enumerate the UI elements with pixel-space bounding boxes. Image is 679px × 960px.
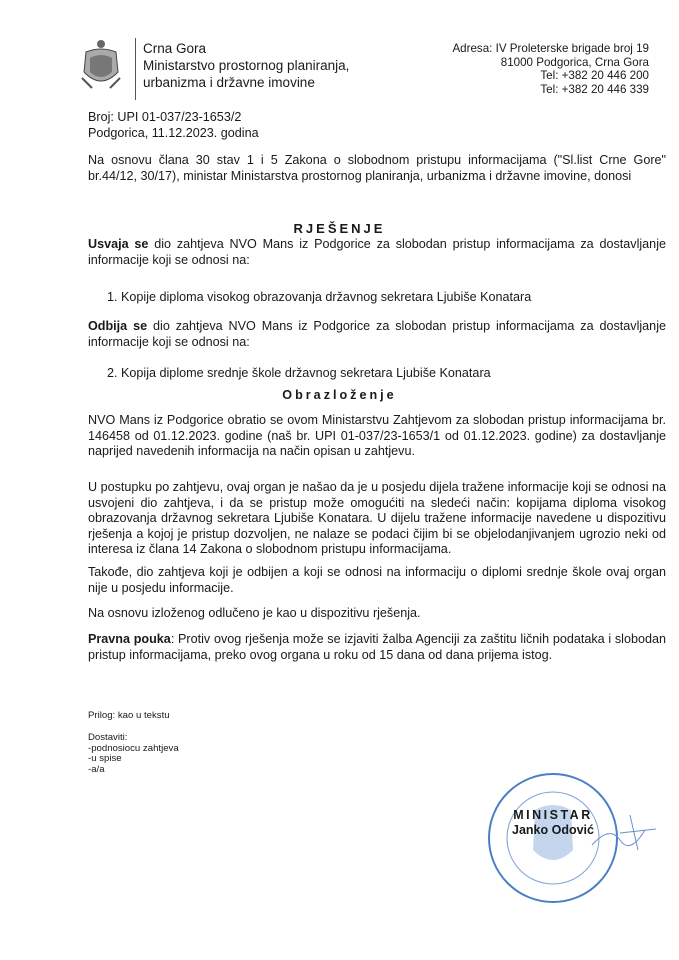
intro-paragraph: Na osnovu člana 30 stav 1 i 5 Zakona o slobodnom pristupu informacijama ("Sl.list Crne Gore" br.44/12, 30/17), ministar Ministarstva prostornog planiranja, urbanizma i državne imovine, donosi — [88, 153, 666, 183]
approve-text: dio zahtjeva NVO Mans iz Podgorice za slobodan pristup informacijama za dostavljanje informacije koji se odnosi na: — [88, 237, 666, 267]
reasoning-paragraph-3: Takođe, dio zahtjeva koji je odbijen a koji se odnosi na informaciju o diplomi srednje škole ovaj organ nije u posjedu informacije. — [88, 565, 666, 595]
approve-paragraph — [88, 237, 666, 268]
approve-lead: Usvaja se — [88, 237, 149, 251]
place-date: Podgorica, 11.12.2023. godina — [88, 125, 259, 140]
address-line: Adresa: IV Proleterske brigade broj 19 — [452, 42, 649, 55]
legal-text: : Protiv ovog rješenja može se izjaviti žalba Agenciji za zaštitu ličnih podataka i slobodan pristup informacijama, preko ovog organa u roku od 15 dana od dana prijema istog. — [88, 632, 666, 662]
reasoning-paragraph-4: Na osnovu izloženog odlučeno je kao u dispozitivu rješenja. — [88, 606, 421, 620]
delivery-list — [88, 733, 179, 775]
contact-address — [452, 42, 649, 96]
reject-lead: Odbija se — [88, 319, 148, 333]
rejected-item: 2. Kopija diplome srednje škole državnog sekretara Ljubiše Konatara — [107, 366, 491, 380]
ministry-header — [143, 40, 349, 91]
reference-number: Broj: UPI 01-037/23-1653/2 — [88, 110, 242, 124]
reference — [88, 110, 259, 141]
reasoning-title: Obrazloženje — [282, 388, 397, 402]
delivery-heading: Dostaviti: — [88, 732, 128, 743]
country-name: Crna Gora — [143, 41, 207, 56]
reject-text: dio zahtjeva NVO Mans iz Podgorice za slobodan pristup informacijama za dostavljanje informacije koji se odnosi na: — [88, 319, 666, 349]
ministry-name-line1: Ministarstvo prostornog planiranja, — [143, 58, 350, 73]
reject-paragraph — [88, 319, 666, 350]
handwritten-signature — [590, 805, 660, 860]
reasoning-paragraph-1: NVO Mans iz Podgorice obratio se ovom Ministarstvu Zahtjevom za slobodan pristup informacijama br. 146458 od 01.12.2023. godine (naš br. UPI 01-037/23-1653/1 od 01.12.2023. godine) za dostavljanje naprijed navedenih informacija na način opisan u zahtjevu. — [88, 413, 666, 459]
signatory-name: Janko Odović — [512, 823, 594, 837]
delivery-item: -podnosiocu zahtjeva — [88, 742, 179, 754]
address-city: 81000 Podgorica, Crna Gora — [500, 55, 649, 69]
delivery-item: -u spise — [88, 753, 122, 765]
attachment-note: Prilog: kao u tekstu — [88, 710, 170, 721]
phone-1: Tel: +382 20 446 200 — [540, 69, 649, 83]
approved-item: 1. Kopije diploma visokog obrazovanja državnog sekretara Ljubiše Konatara — [107, 290, 532, 304]
coat-of-arms-logo — [78, 38, 124, 96]
legal-remedy — [88, 632, 666, 663]
delivery-item: -a/a — [88, 763, 105, 775]
ministry-name-line2: urbanizma i državne imovine — [143, 75, 315, 90]
legal-lead: Pravna pouka — [88, 632, 171, 646]
signatory-title: MINISTAR — [513, 808, 593, 822]
phone-2: Tel: +382 20 446 339 — [540, 82, 649, 96]
decision-title: RJEŠENJE — [293, 221, 386, 236]
reasoning-paragraph-2: U postupku po zahtjevu, ovaj organ je našao da je u posjedu dijela tražene informacije koji se odnosi na usvojeni dio zahtjeva, i da se pristup može omogućiti na sledeći način: kopijama diploma visokog obrazovanja državnog sekretara Ljubiše Konatara. U dijelu tražene informacije navedene u dispozitivu rješenja a kojoj je pristup dozvoljen, ne nalaze se podaci čijim bi se objelodanjivanjem ugrozio neki od interesa iz člana 14 Zakona o slobodnom pristupu informacijama. — [88, 480, 666, 557]
header-divider — [135, 38, 136, 100]
